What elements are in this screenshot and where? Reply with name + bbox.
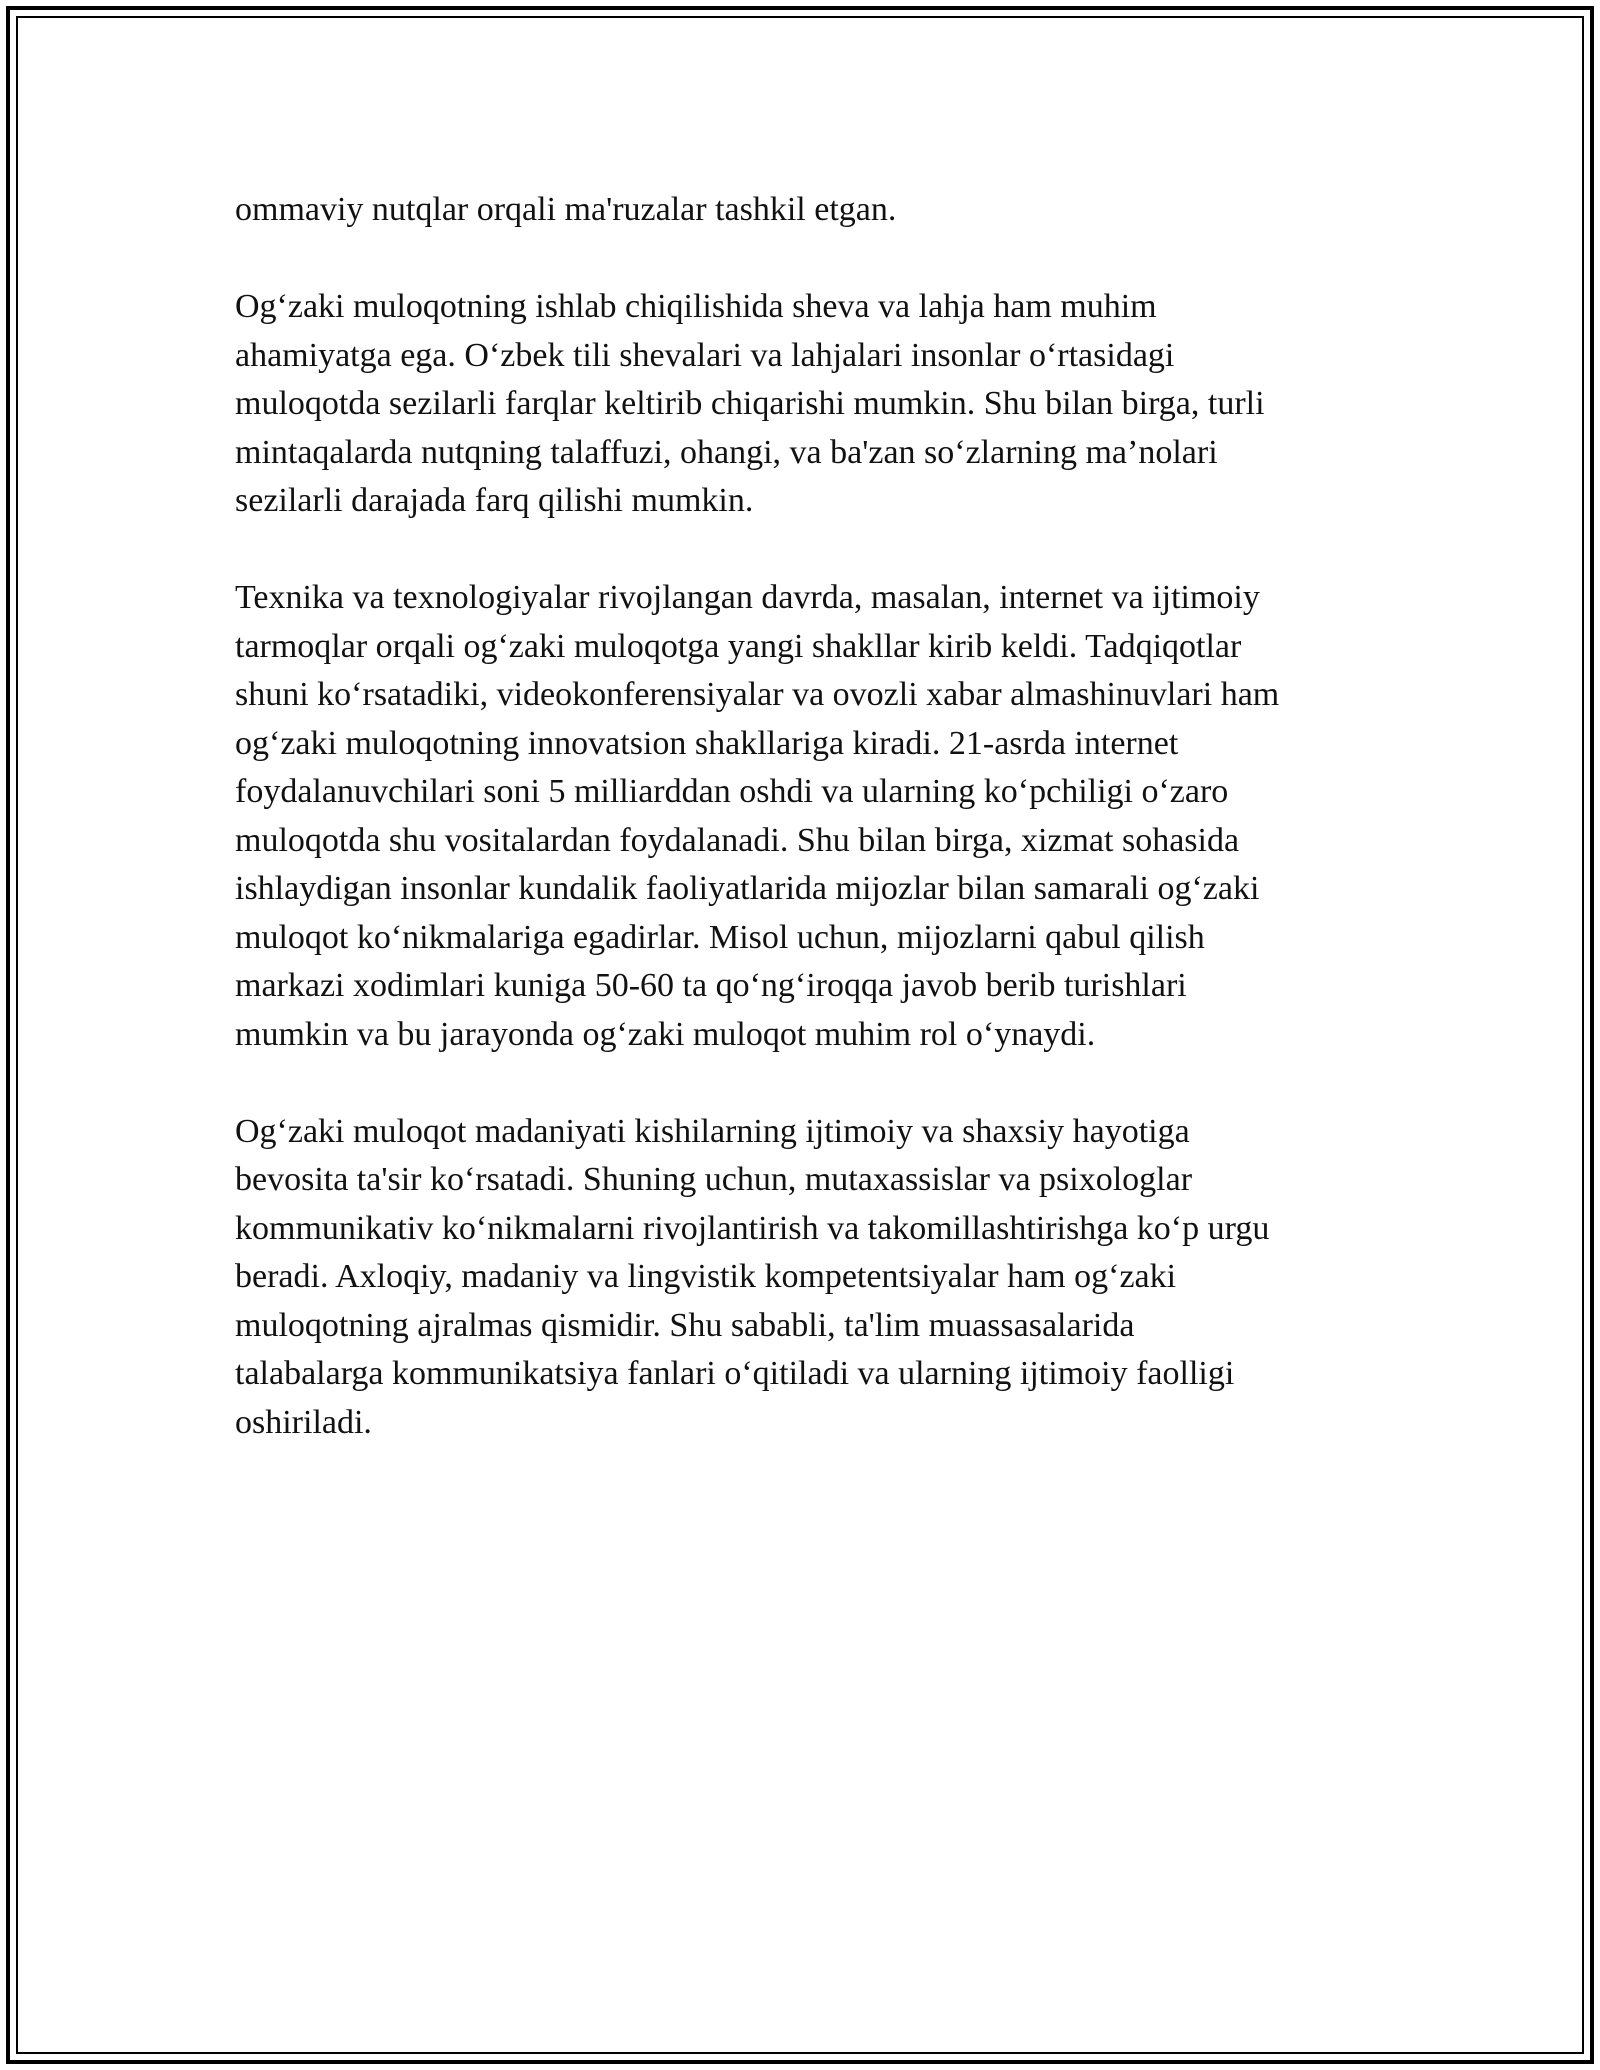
paragraph-2: Og‘zaki muloqotning ishlab chiqilishida sheva va lahja ham muhim ahamiyatga ega. O‘zbek tili shevalari va lahjalari insonlar o‘rtasidagi muloqotda sezilarli farqlar keltirib chiqarishi mumkin. Shu bilan birga, turli mintaqalarda nutqning talaffuzi, ohangi, va ba'zan so‘zlarning ma’nolari sezilarli darajada farq qilishi mumkin.: [235, 288, 1265, 519]
paragraph-4: Og‘zaki muloqot madaniyati kishilarning ijtimoiy va shaxsiy hayotiga bevosita ta'sir ko‘rsatadi. Shuning uchun, mutaxassislar va psixologlar kommunikativ ko‘nikmalarni rivojlantirish va takomillashtirishga ko‘p urgu beradi. Axloqiy, madaniy va lingvistik kompetentsiyalar ham og‘zaki muloqotning ajralmas qismidir. Shu sababli, ta'lim muassasalarida talabalarga kommunikatsiya fanlari o‘qitiladi va ularning ijtimoiy faolligi oshiriladi.: [235, 1112, 1270, 1441]
paragraph-3: Texnika va texnologiyalar rivojlangan davrda, masalan, internet va ijtimoiy tarmoqlar orqali og‘zaki muloqotga yangi shakllar kirib keldi. Tadqiqotlar shuni ko‘rsatadiki, videokonferensiyalar va ovozli xabar almashinuvlari ham og‘zaki muloqotning innovatsion shakllariga kiradi. 21-asrda internet foydalanuvchilari soni 5 milliarddan oshdi va ularning ko‘pchiligi o‘zaro muloqotda shu vositalardan foydalanadi. Shu bilan birga, xizmat sohasida ishlaydigan insonlar kundalik faoliyatlarida mijozlar bilan samarali og‘zaki muloqot ko‘nikmalariga egadirlar. Misol uchun, mijozlarni qabul qilish markazi xodimlari kuniga 50-60 ta qo‘ng‘iroqqa javob berib turishlari mumkin va bu jarayonda og‘zaki muloqot muhim rol o‘ynaydi.: [235, 579, 1280, 1053]
document-body: [235, 186, 1375, 1496]
paragraph-1: ommaviy nutqlar orqali ma'ruzalar tashkil etgan.: [235, 191, 897, 228]
